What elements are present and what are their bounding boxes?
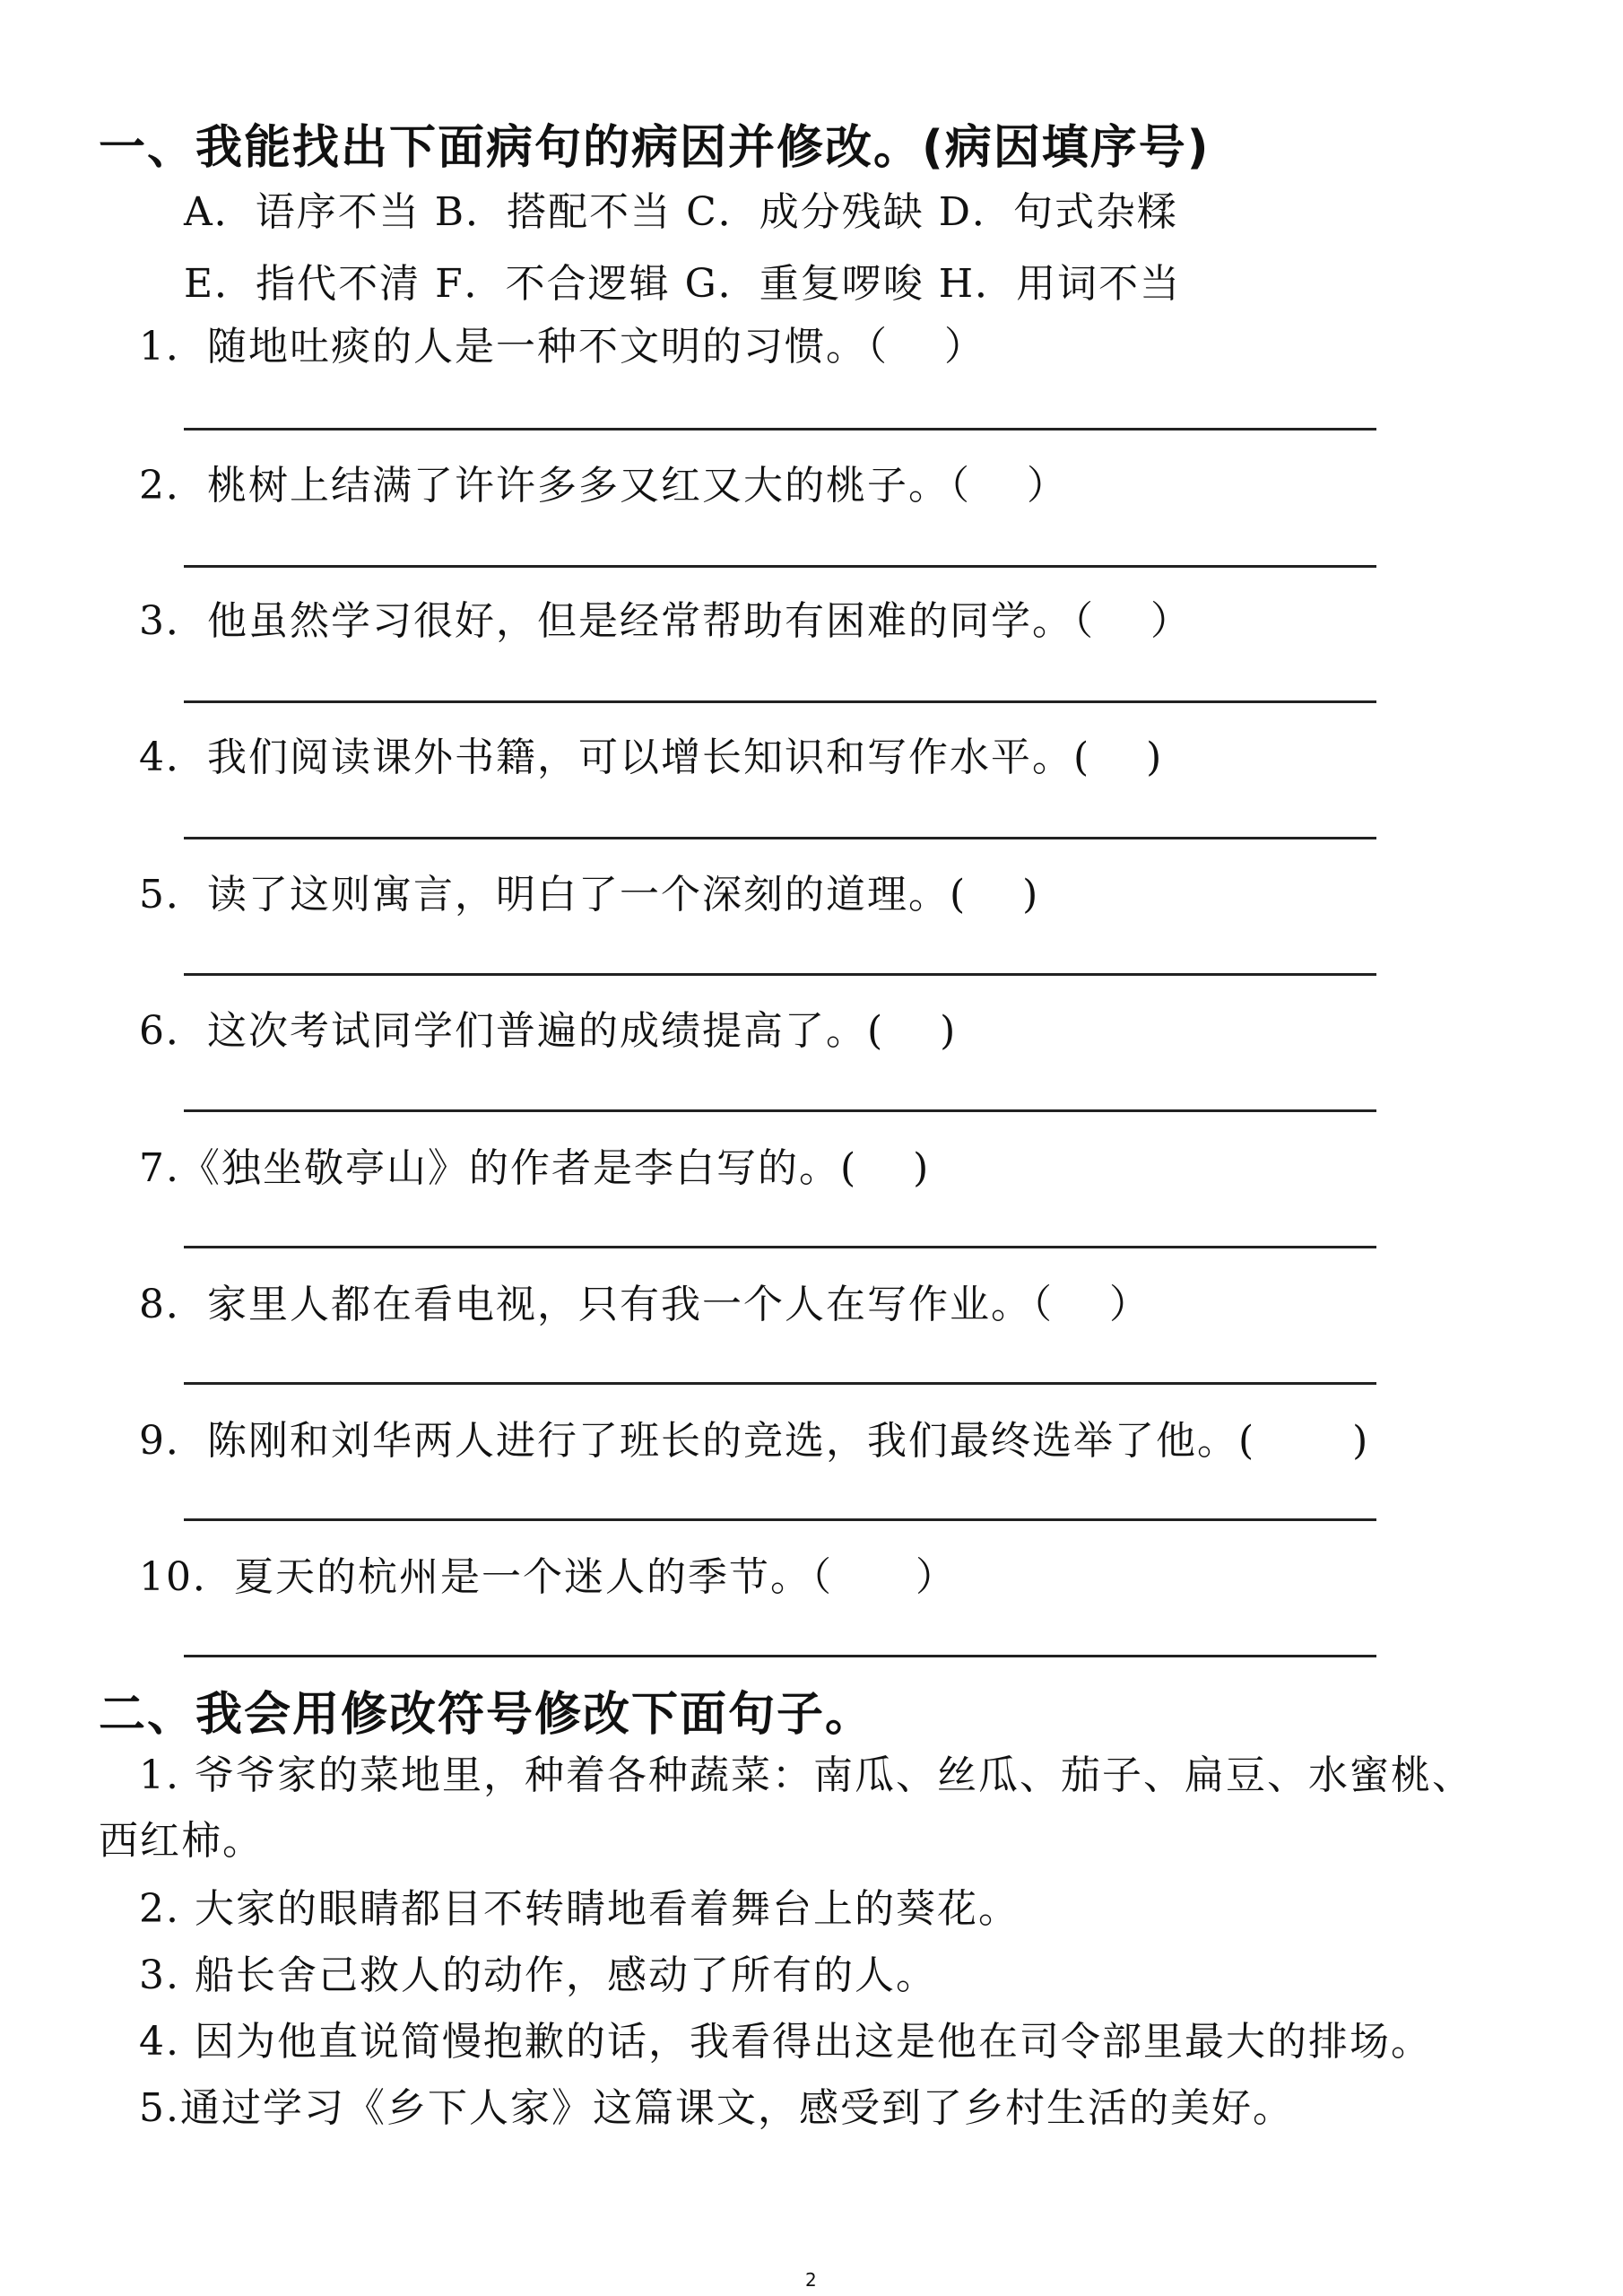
question-3: 3．他虽然学习很好，但是经常帮助有困难的同学。（ ） (139, 598, 1192, 644)
question-6: 6．这次考试同学们普遍的成绩提高了。( ) (139, 1008, 958, 1054)
section2-title: 二、我会用修改符号修改下面句子。 (99, 1688, 874, 1742)
answer-line-1[interactable] (184, 428, 1376, 430)
question-4: 4．我们阅读课外书籍，可以增长知识和写作水平。( ) (139, 735, 1164, 780)
s2-question-4: 4. 因为他直说简慢抱歉的话，我看得出这是他在司令部里最大的排场。 (139, 2019, 1432, 2065)
answer-line-9[interactable] (184, 1518, 1376, 1521)
s2-question-2: 2. 大家的眼睛都目不转睛地看着舞台上的葵花。 (139, 1886, 1020, 1932)
answer-line-4[interactable] (184, 837, 1376, 839)
options-line-1: A．语序不当 B．搭配不当 C．成分残缺 D．句式杂糅 (184, 189, 1179, 235)
answer-line-6[interactable] (184, 1109, 1376, 1112)
answer-line-3[interactable] (184, 700, 1376, 703)
question-7: 7.《独坐敬亭山》的作者是李白写的。( ) (139, 1145, 931, 1191)
answer-line-5[interactable] (184, 973, 1376, 976)
question-10: 10．夏天的杭州是一个迷人的季节。（ ） (139, 1554, 957, 1600)
s2-question-1-line2: 西红柿。 (99, 1818, 264, 1864)
question-5: 5．读了这则寓言，明白了一个深刻的道理。( ) (139, 872, 1040, 918)
answer-line-8[interactable] (184, 1382, 1376, 1385)
question-2: 2．桃树上结满了许许多多又红又大的桃子。（ ） (139, 463, 1068, 509)
question-8: 8．家里人都在看电视，只有我一个人在写作业。（ ） (139, 1282, 1150, 1327)
s2-question-3: 3. 船长舍己救人的动作，感动了所有的人。 (139, 1952, 937, 1998)
question-1: 1．随地吐痰的人是一种不文明的习惯。（ ） (139, 324, 985, 370)
section1-title: 一、我能找出下面病句的病因并修改。(病因填序号) (99, 121, 1211, 175)
answer-line-2[interactable] (184, 565, 1376, 568)
s2-question-5: 5.通过学习《乡下人家》这篇课文，感受到了乡村生活的美好。 (139, 2085, 1294, 2131)
options-line-2: E．指代不清 F．不合逻辑 G．重复啰唆 H．用词不当 (184, 261, 1182, 307)
s2-question-1-line1: 1. 爷爷家的菜地里，种着各种蔬菜：南瓜、丝瓜、茄子、扁豆、水蜜桃、 (139, 1752, 1473, 1798)
page-number: 2 (805, 2269, 817, 2291)
answer-line-7[interactable] (184, 1246, 1376, 1248)
question-9: 9．陈刚和刘华两人进行了班长的竞选，我们最终选举了他。( ) (139, 1418, 1370, 1464)
answer-line-10[interactable] (184, 1655, 1376, 1657)
